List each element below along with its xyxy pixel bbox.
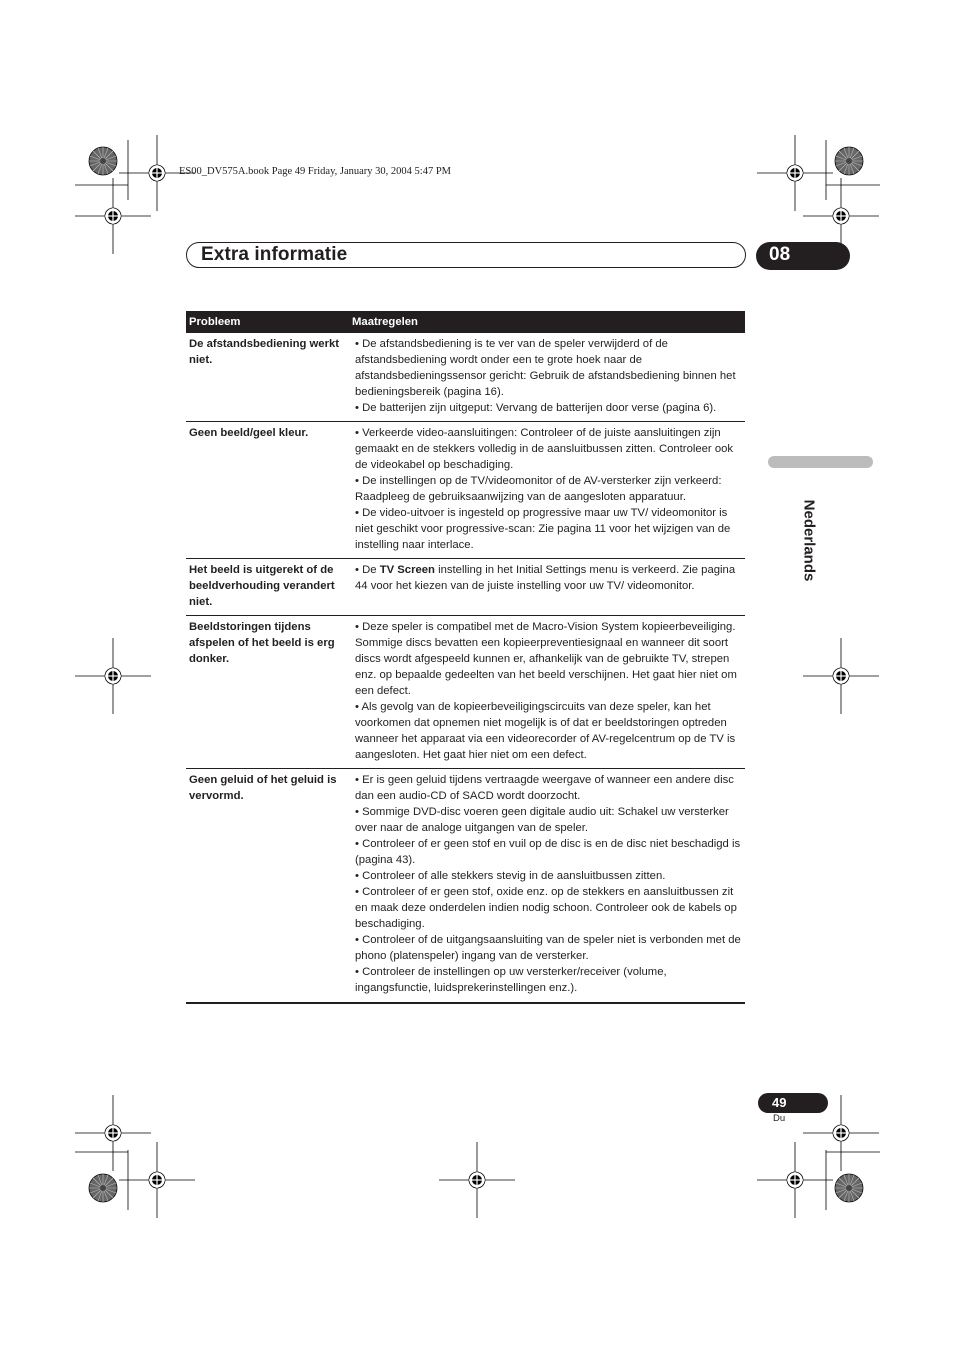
page-number-badge — [758, 1093, 828, 1113]
remedy-item: • Sommige DVD-disc voeren geen digitale audio uit: Schakel uw versterker over naar de analoge uitgangen van de speler. — [355, 806, 729, 834]
remedy-item: • Controleer of alle stekkers stevig in de aansluitbussen zitten. — [355, 870, 666, 882]
table-row — [186, 616, 745, 769]
remedy-item — [355, 562, 742, 594]
remedy-cell — [349, 616, 745, 769]
section-title: Extra informatie — [201, 244, 348, 265]
remedy-setting-name: TV Screen — [379, 564, 435, 576]
remedy-prefix: • De — [355, 564, 380, 576]
section-title-bar — [186, 242, 746, 268]
remedy-item: • Verkeerde video-aansluitingen: Controleer of de juiste aansluitingen zijn gemaakt en de stekkers volledig in de aansluitbussen zitten. Controleer ook de videokabel op beschadiging. — [355, 427, 734, 471]
table-header-row — [186, 311, 745, 333]
remedy-cell — [349, 333, 745, 422]
table-row — [186, 422, 745, 559]
troubleshooting-table — [186, 311, 745, 1004]
language-tab-label: Nederlands — [800, 499, 818, 582]
table-row — [186, 333, 745, 422]
problem-cell: Beeldstoringen tijdens afspelen of het beeld is erg donker. — [186, 616, 349, 769]
remedy-item: • Controleer de instellingen op uw versterker/receiver (volume, ingangsfunctie, luidsprekerinstellingen enz.). — [355, 966, 667, 994]
page-language-code: Du — [773, 1113, 786, 1124]
remedy-cell — [349, 769, 745, 1004]
remedy-item: • Controleer of er geen stof en vuil op de disc is en de disc niet beschadigd is (pagina 43). — [355, 838, 741, 866]
remedy-suffix: instelling in het Initial Settings menu is verkeerd. Zie pagina 44 voor het kiezen van de juiste instelling voor uw TV/ videomonitor. — [355, 564, 736, 592]
remedy-cell — [349, 559, 745, 616]
remedy-item: • De afstandsbediening is te ver van de speler verwijderd of de afstandsbediening wordt onder een te grote hoek naar de afstandsbedieningssensor gericht: Gebruik de afstandsbediening binnen het bedieningsbereik (pagina 16). — [355, 338, 736, 398]
remedy-item: • De batterijen zijn uitgeput: Vervang de batterijen door verse (pagina 6). — [355, 402, 717, 414]
table-row — [186, 769, 745, 1004]
remedy-item: • Deze speler is compatibel met de Macro-Vision System kopieerbeveiliging. Sommige discs bevatten een kopieerpreventiesignaal en wanneer dit soort discs wordt afgespeeld kunnen er, afhankelijk van de gebruikte TV, strepen enz. op bepaalde gedeelten van het beeld verschijnen. Het gaat hier niet om een defect. — [355, 621, 737, 697]
remedy-item: • De video-uitvoer is ingesteld op progressive maar uw TV/ videomonitor is niet geschikt voor progressive-scan: Zie pagina 11 voor het wijzigen van de instelling naar interlace. — [355, 507, 731, 551]
problem-cell: Geen geluid of het geluid is vervormd. — [186, 769, 349, 1004]
remedy-item: • Controleer of er geen stof, oxide enz. op de stekkers en aansluitbussen zit en maak deze onderdelen indien nodig schoon. Controleer ook de kabels op beschadiging. — [355, 886, 737, 930]
table-row — [186, 559, 745, 616]
chapter-badge — [756, 242, 850, 270]
problem-cell: Het beeld is uitgerekt of de beeldverhouding verandert niet. — [186, 559, 349, 616]
problem-cell: Geen beeld/geel kleur. — [186, 422, 349, 559]
book-file-header: ES00_DV575A.book Page 49 Friday, January 30, 2004 5:47 PM — [179, 166, 452, 177]
remedy-item: • Als gevolg van de kopieerbeveiligingscircuits van deze speler, kan het voorkomen dat opnemen niet mogelijk is of dat er beeldstoringen optreden wanneer het apparaat via een videorecorder of AV-regelcentrum op de TV is aangesloten. Het gaat hier niet om een defect. — [355, 701, 736, 761]
column-header-problem: Probleem — [186, 311, 349, 333]
remedy-item: • De instellingen op de TV/videomonitor of de AV-versterker zijn verkeerd: Raadpleeg de gebruiksaanwijzing van de aangesloten apparatuur. — [355, 475, 722, 503]
remedy-item: • Er is geen geluid tijdens vertraagde weergave of wanneer een andere disc dan een audio-CD of SACD wordt doorzocht. — [355, 774, 734, 802]
remedy-cell — [349, 422, 745, 559]
language-tab-bar — [768, 456, 873, 468]
problem-cell: De afstandsbediening werkt niet. — [186, 333, 349, 422]
chapter-number: 08 — [769, 244, 791, 265]
column-header-remedy: Maatregelen — [349, 311, 745, 333]
page-number: 49 — [772, 1095, 787, 1110]
remedy-item: • Controleer of de uitgangsaansluiting van de speler niet is verbonden met de phono (platenspeler) ingang van de versterker. — [355, 934, 741, 962]
